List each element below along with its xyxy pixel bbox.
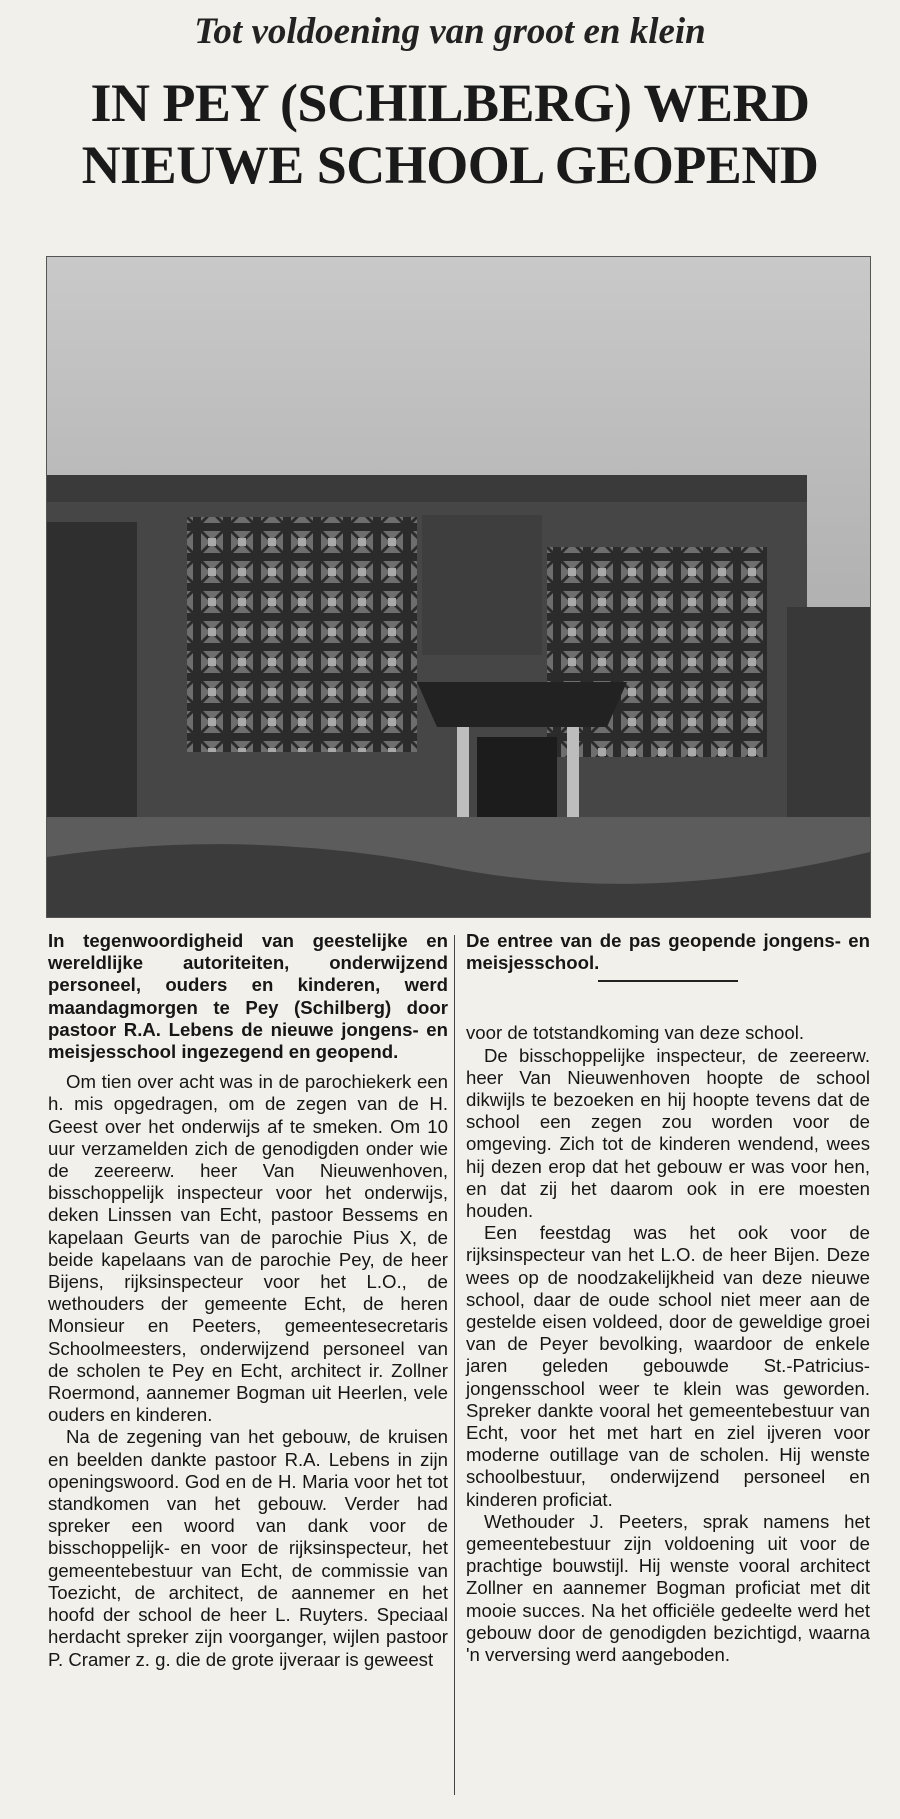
- article-paragraph: Om tien over acht was in de parochiekerk een h. mis opgedragen, om de zegen van de H. Geest over het onderwijs af te smeken. Om 10 uur verzamelden zich de genodigden onder wie de zeereerw. heer Van Nieuwenhoven, bisschoppelijk inspecteur voor het onderwijs, deken Linssen van Echt, pastoor Bessems en kapelaan Geurts van de parochie Pius X, de beide kapelaans van de parochie Pey, de heer Bijens, rijksinspecteur voor het L.O., de wethouders der gemeente Echt, de heren Monsieur en Peeters, gemeentesecretaris Schoolmeesters, onderwijzend personeel van de scholen te Pey en Echt, architect ir. Zollner Roermond, aannemer Bogman uit Heerlen, vele ouders en kinderen.: [48, 1071, 448, 1426]
- article-paragraph: Wethouder J. Peeters, sprak namens het gemeentebestuur zijn voldoening uit voor de prachtige bouwstijl. Hij wenste vooral architect Zollner en aannemer Bogman proficiat met dit mooie succes. Na het officiële gedeelte werd het gebouw door de genodigden bezichtigd, waarna 'n verversing werd aangeboden.: [466, 1510, 870, 1666]
- article-paragraph: Een feestdag was het ook voor de rijksinspecteur van het L.O. de heer Bijen. Deze wees op de noodzakelijkheid van deze nieuwe school, daar de oude school niet meer aan de gestelde eisen voldeed, door de geweldige groei van de Peyer bevolking, waardoor de enkele jaren geleden gebouwde St.-Patricius-jongensschool weer te klein was geworden. Spreker dankte vooral het gemeentebestuur van Echt, voor het met hart en ziel ijveren voor moderne outillage van de scholen. Hij wenste schoolbestuur, onderwijzend personeel en kinderen proficiat.: [466, 1222, 870, 1510]
- article-paragraph: voor de totstandkoming van deze school.: [466, 1022, 804, 1044]
- article-kicker: Tot voldoening van groot en klein: [194, 11, 706, 52]
- article-headline: IN PEY (SCHILBERG) WERD NIEUWE SCHOOL GEOPEND: [81, 73, 819, 195]
- article-column-right: [466, 930, 870, 1666]
- article-column-left: [48, 930, 448, 1671]
- column-rule: [454, 935, 455, 1795]
- school-building-illustration: [47, 257, 870, 917]
- photo-caption: De entree van de pas geopende jongens- en meisjesschool.: [466, 930, 870, 974]
- article-lead: In tegenwoordigheid van geestelijke en wereldlijke autoriteiten, onderwijzend personeel, ouders en kinderen, werd maandagmorgen te Pey (Schilberg) door pastoor R.A. Lebens de nieuwe jongens- en meisjesschool ingezegend en geopend.: [48, 930, 448, 1063]
- school-photo: [46, 256, 871, 918]
- article-paragraph: De bisschoppelijke inspecteur, de zeereerw. heer Van Nieuwenhoven hoopte de school dikwijls te bezoeken en hij hoopte tevens dat de school een zegen zou worden voor de omgeving. Zich tot de kinderen wendend, wees hij dezen erop dat het gebouw er was voor hen, en dat zij het daarom ook in ere moesten houden.: [466, 1044, 870, 1222]
- caption-rule: [598, 980, 738, 982]
- article-paragraph: Na de zegening van het gebouw, de kruisen en beelden dankte pastoor R.A. Lebens in zijn openingswoord. God en de H. Maria voor het tot standkomen van het gebouw. Verder had spreker een woord van dank voor de bisschoppelijk- en voor de rijksinspecteur, het gemeentebestuur van Echt, de commissie van Toezicht, de architect, de aannemer en het hoofd der school de heer L. Ruyters. Speciaal herdacht spreker zijn voorganger, wijlen pastoor P. Cramer z. g. die de grote ijveraar is geweest: [48, 1426, 448, 1670]
